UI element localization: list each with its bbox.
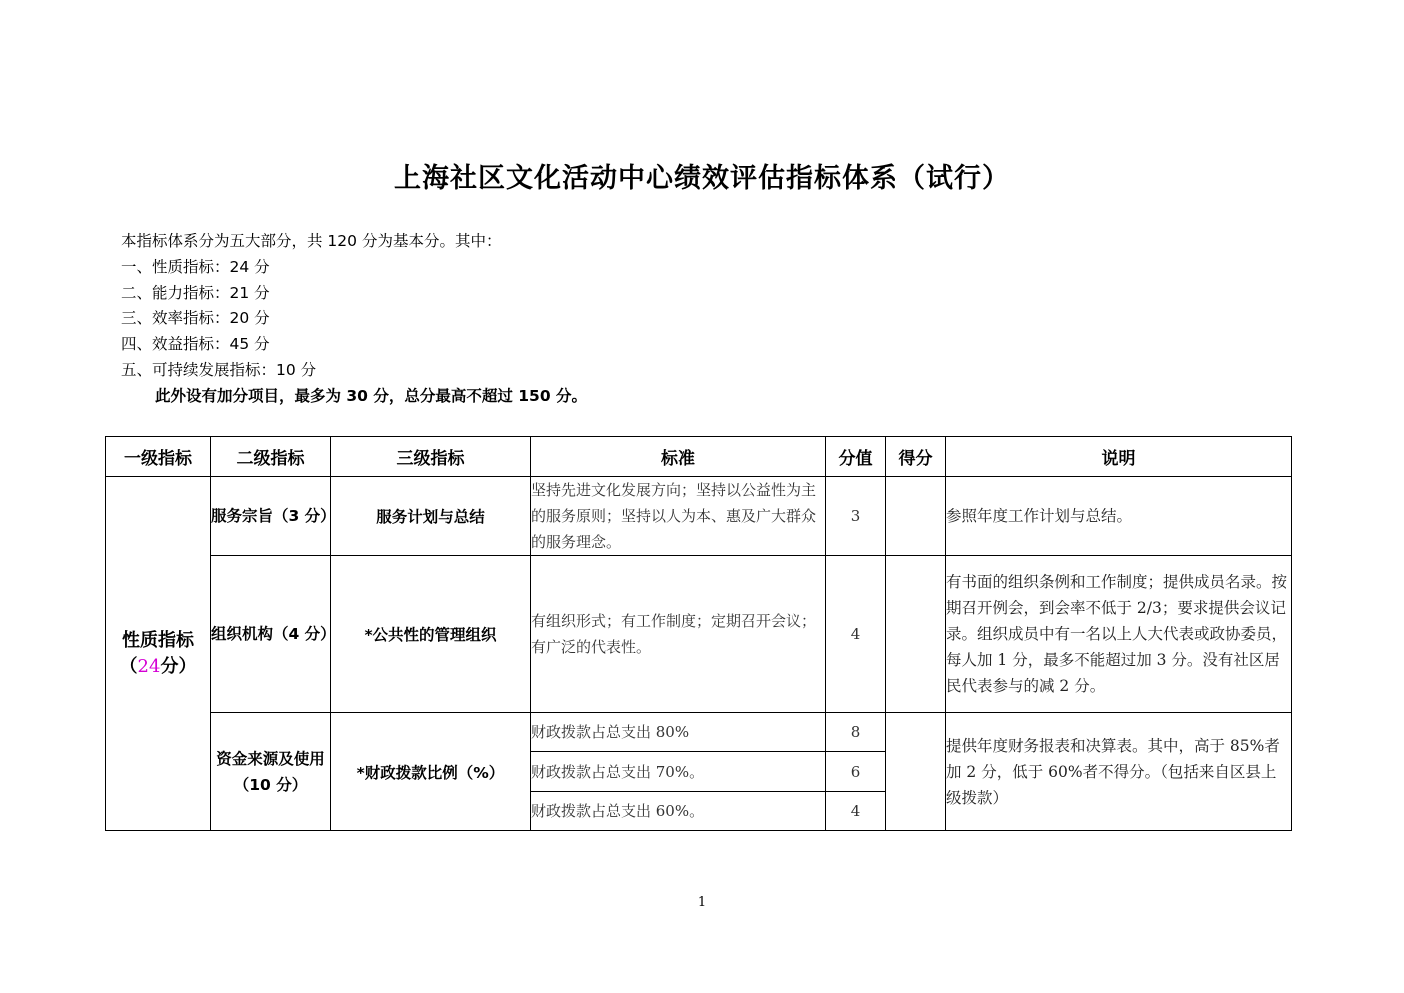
obtained-score-cell[interactable] [886, 556, 946, 713]
score-cell: 4 [826, 556, 886, 713]
level2-cell: 服务宗旨（3 分） [211, 477, 331, 556]
header-row [106, 437, 1292, 477]
score-cell: 8 [826, 713, 886, 752]
intro-line-efficiency: 三、效率指标：20 分 [121, 309, 270, 328]
document-title: 上海社区文化活动中心绩效评估指标体系（试行） [394, 163, 1010, 194]
intro-line-capability: 二、能力指标：21 分 [121, 283, 270, 302]
level3-cell: 服务计划与总结 [331, 477, 531, 556]
indicator-table [105, 436, 1292, 831]
standard-cell: 财政拨款占总支出 70%。 [531, 752, 826, 792]
score-cell: 3 [826, 477, 886, 556]
score-cell: 6 [826, 752, 886, 792]
header-level1: 一级指标 [106, 437, 211, 477]
intro-line-nature: 一、性质指标：24 分 [121, 257, 270, 276]
header-score: 分值 [826, 437, 886, 477]
header-description: 说明 [946, 437, 1292, 477]
page-number: 1 [697, 895, 707, 910]
description-cell: 参照年度工作计划与总结。 [946, 477, 1292, 556]
header-obtained: 得分 [886, 437, 946, 477]
level3-cell: *财政拨款比例（%） [331, 713, 531, 831]
standard-cell: 坚持先进文化发展方向；坚持以公益性为主的服务原则；坚持以人为本、惠及广大群众的服务理念。 [531, 477, 826, 556]
level2-cell: 资金来源及使用（10 分） [211, 713, 331, 831]
intro-line-sustainability: 五、可持续发展指标：10 分 [121, 360, 317, 379]
intro-line-benefit: 四、效益指标：45 分 [121, 335, 270, 354]
level1-label: 性质指标 [122, 629, 194, 651]
header-level2: 二级指标 [211, 437, 331, 477]
table-row [106, 713, 1292, 752]
score-cell: 4 [826, 792, 886, 831]
intro-line-bonus: 此外设有加分项目，最多为 30 分，总分最高不超过 150 分。 [155, 386, 588, 405]
header-level3: 三级指标 [331, 437, 531, 477]
header-standard: 标准 [531, 437, 826, 477]
level3-cell: *公共性的管理组织 [331, 556, 531, 713]
description-cell: 提供年度财务报表和决算表。其中，高于 85%者加 2 分，低于 60%者不得分。（包括来自区县上级拨款） [946, 713, 1292, 831]
standard-cell: 有组织形式；有工作制度；定期召开会议；有广泛的代表性。 [531, 556, 826, 713]
standard-cell: 财政拨款占总支出 60%。 [531, 792, 826, 831]
table-row [106, 556, 1292, 713]
description-cell: 有书面的组织条例和工作制度；提供成员名录。按期召开例会，到会率不低于 2/3；要求提供会议记录。组织成员中有一名以上人大代表或政协委员，每人加 1 分，最多不能超过加 3 分。没有社区居民代表参与的减 2 分。 [946, 556, 1292, 713]
obtained-score-cell[interactable] [886, 713, 946, 831]
intro-block [121, 229, 587, 410]
level1-cell [106, 477, 211, 831]
level1-score: （24分） [119, 655, 197, 677]
standard-cell: 财政拨款占总支出 80% [531, 713, 826, 752]
table-row [106, 477, 1292, 556]
intro-line-summary: 本指标体系分为五大部分，共 120 分为基本分。其中： [121, 232, 502, 250]
level2-cell: 组织机构（4 分） [211, 556, 331, 713]
obtained-score-cell[interactable] [886, 477, 946, 556]
